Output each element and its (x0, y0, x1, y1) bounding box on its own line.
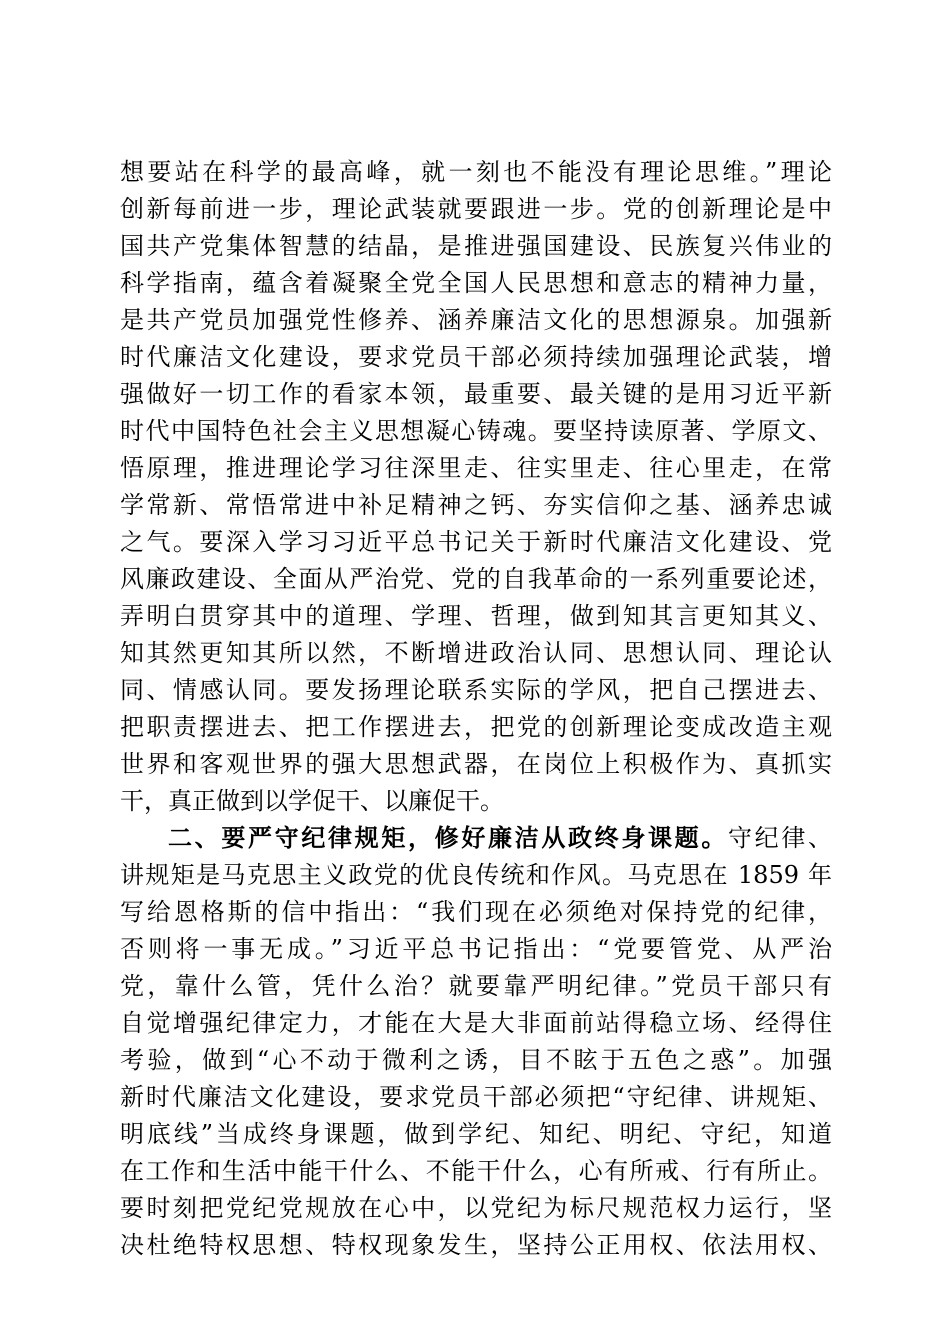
paragraph-line: 党，靠什么管，凭什么治？就要靠严明纪律。”党员干部只有 (120, 972, 832, 1000)
paragraph-line: 学常新、常悟常进中补足精神之钙、夯实信仰之基、涵养忠诚 (120, 491, 832, 519)
paragraph-line: 科学指南，蕴含着凝聚全党全国人民思想和意志的精神力量， (120, 269, 832, 297)
paragraph-line: 自觉增强纪律定力，才能在大是大非面前站得稳立场、经得住 (120, 1009, 832, 1037)
paragraph-line: 要时刻把党纪党规放在心中，以党纪为标尺规范权力运行，坚 (120, 1194, 832, 1222)
paragraph-line: 时代中国特色社会主义思想凝心铸魂。要坚持读原著、学原文、 (120, 417, 832, 445)
paragraph-line: 知其然更知其所以然，不断增进政治认同、思想认同、理论认 (120, 639, 832, 667)
paragraph-line: 是共产党员加强党性修养、涵养廉洁文化的思想源泉。加强新 (120, 306, 832, 334)
paragraph-line: 把职责摆进去、把工作摆进去，把党的创新理论变成改造主观 (120, 713, 832, 741)
paragraph-line: 新时代廉洁文化建设，要求党员干部必须把“守纪律、讲规矩、 (120, 1083, 832, 1111)
heading-line-rest: 守纪律、 (728, 824, 832, 852)
paragraph-line: 在工作和生活中能干什么、不能干什么，心有所戒、行有所止。 (120, 1157, 832, 1185)
paragraph-line: 想要站在科学的最高峰，就一刻也不能没有理论思维。”理论 (120, 158, 832, 186)
paragraph-line: 同、情感认同。要发扬理论联系实际的学风，把自己摆进去、 (120, 676, 832, 704)
paragraph-line: 干，真正做到以学促干、以廉促干。 (120, 787, 504, 815)
paragraph-line: 创新每前进一步，理论武装就要跟进一步。党的创新理论是中 (120, 195, 832, 223)
paragraph-line: 国共产党集体智慧的结晶，是推进强国建设、民族复兴伟业的 (120, 232, 832, 260)
paragraph-line: 考验，做到“心不动于微利之诱，目不眩于五色之惑”。加强 (120, 1046, 832, 1074)
paragraph-line: 风廉政建设、全面从严治党、党的自我革命的一系列重要论述， (120, 565, 832, 593)
paragraph-line: 世界和客观世界的强大思想武器，在岗位上积极作为、真抓实 (120, 750, 832, 778)
section-heading: 二、要严守纪律规矩，修好廉洁从政终身课题。 (168, 823, 728, 852)
paragraph-line: 明底线”当成终身课题，做到学纪、知纪、明纪、守纪，知道 (120, 1120, 832, 1148)
paragraph-line: 讲规矩是马克思主义政党的优良传统和作风。马克思在 1859 年 (120, 861, 832, 889)
paragraph-line: 悟原理，推进理论学习往深里走、往实里走、往心里走，在常 (120, 454, 832, 482)
paragraph-line: 时代廉洁文化建设，要求党员干部必须持续加强理论武装，增 (120, 343, 832, 371)
paragraph-line: 否则将一事无成。”习近平总书记指出：“党要管党、从严治 (120, 935, 832, 963)
paragraph-line: 强做好一切工作的看家本领，最重要、最关键的是用习近平新 (120, 380, 832, 408)
paragraph-line: 弄明白贯穿其中的道理、学理、哲理，做到知其言更知其义、 (120, 602, 832, 630)
paragraph-line: 写给恩格斯的信中指出：“我们现在必须绝对保持党的纪律， (120, 898, 832, 926)
paragraph-line: 之气。要深入学习习近平总书记关于新时代廉洁文化建设、党 (120, 528, 832, 556)
paragraph-line: 决杜绝特权思想、特权现象发生，坚持公正用权、依法用权、 (120, 1231, 832, 1259)
section-heading-line (168, 823, 832, 853)
